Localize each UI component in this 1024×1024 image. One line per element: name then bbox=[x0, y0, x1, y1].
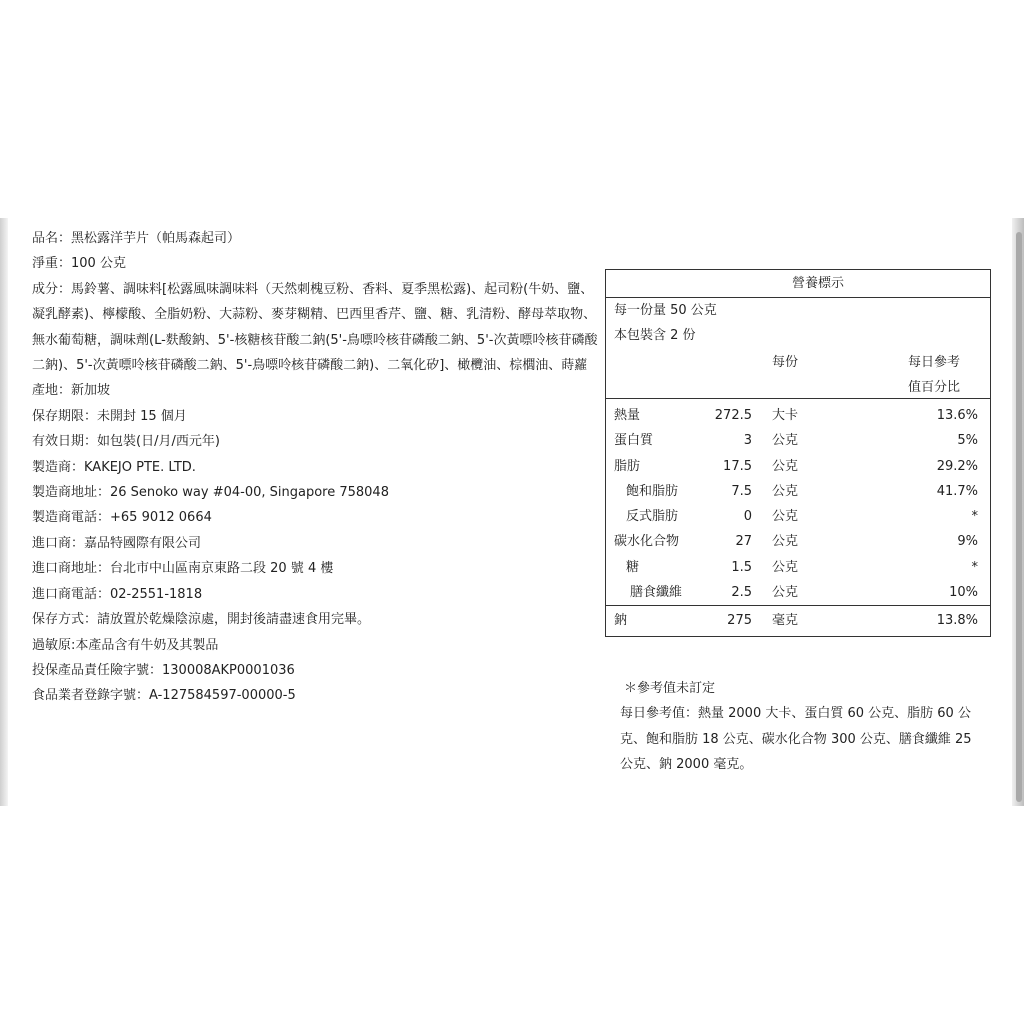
ingredients: 成分：馬鈴薯、調味料[松露風味調味料（天然刺槐豆粉、香料、夏季黑松露)、起司粉(牛奶、鹽、凝乳酵素)、檸檬酸、全脂奶粉、大蒜粉、麥芽糊精、巴西里香芹、鹽、糖、乳清粉、酵母萃取物、無水葡萄糖，調味劑(L-麩酸鈉、5'-核糖核苷酸二鈉(5'-鳥嘌呤核苷磷酸二鈉、5'-次黃嘌呤核苷磷酸二鈉)、5'-次黃嘌呤核苷磷酸二鈉、5'-鳥嘌呤核苷磷酸二鈉)、二氧化矽]、橄欖油、棕櫚油、蒔蘿 bbox=[32, 281, 598, 374]
storage-method: 保存方式：請放置於乾燥陰涼處，開封後請盡速食用完畢。 bbox=[32, 612, 371, 628]
nutrient-unit: 公克 bbox=[772, 458, 799, 474]
nutrient-daily-pct: * bbox=[971, 559, 978, 575]
nutrient-name: 蛋白質 bbox=[614, 433, 654, 449]
daily-reference-values: 每日參考值：熱量 2000 大卡、蛋白質 60 公克、脂肪 60 公克、飽和脂肪 18 公克、碳水化合物 300 公克、膳食纖維 25 公克、鈉 2000 毫克。 bbox=[620, 706, 972, 773]
nutrient-daily-pct: 5% bbox=[957, 433, 978, 449]
nutrient-value: 7.5 bbox=[731, 483, 752, 499]
nutrient-row-saturated-fat bbox=[606, 479, 990, 504]
daily-value-header-line2: 值百分比 bbox=[908, 380, 961, 395]
nutrient-daily-pct: 9% bbox=[957, 534, 978, 550]
registration-number: 食品業者登錄字號：A-127584597-00000-5 bbox=[32, 688, 296, 704]
nutrient-row-fat bbox=[606, 454, 990, 479]
nutrient-unit: 公克 bbox=[772, 509, 799, 525]
nutrient-unit: 公克 bbox=[772, 483, 799, 499]
servings-per-pack: 本包裝含 2 份 bbox=[614, 328, 696, 343]
nutrient-unit: 公克 bbox=[772, 534, 799, 550]
nutrient-row-dietary-fiber bbox=[606, 580, 990, 605]
manufacturer-phone: 製造商電話：+65 9012 0664 bbox=[32, 510, 212, 526]
product-info bbox=[32, 226, 600, 709]
nutrient-name: 碳水化合物 bbox=[614, 534, 680, 550]
nutrient-name: 糖 bbox=[626, 559, 640, 575]
nutrient-daily-pct: * bbox=[971, 509, 978, 525]
nutrient-value: 3 bbox=[743, 433, 752, 449]
shelf-life: 保存期限：未開封 15 個月 bbox=[32, 408, 187, 424]
scrollbar-thumb[interactable] bbox=[1016, 232, 1022, 802]
nutrient-row-sugar bbox=[606, 555, 990, 580]
nutrient-name: 脂肪 bbox=[614, 458, 641, 474]
nutrient-value: 1.5 bbox=[731, 559, 752, 575]
nutrient-name: 反式脂肪 bbox=[626, 509, 679, 525]
nutrient-value: 27 bbox=[735, 534, 752, 550]
nutrient-row-carbohydrate bbox=[606, 529, 990, 554]
importer: 進口商：嘉品特國際有限公司 bbox=[32, 535, 202, 551]
nutrition-header bbox=[606, 348, 990, 399]
left-border bbox=[0, 218, 8, 806]
product-name: 品名：黑松露洋芋片（帕馬森起司） bbox=[32, 231, 241, 246]
nutrition-table bbox=[605, 269, 991, 637]
nutrient-name: 飽和脂肪 bbox=[626, 483, 679, 499]
daily-value-header-line1: 每日參考 bbox=[908, 355, 961, 370]
manufacturer: 製造商：KAKEJO PTE. LTD. bbox=[32, 459, 196, 475]
expiry-date: 有效日期：如包裝(日/月/西元年) bbox=[32, 434, 220, 450]
insurance-number: 投保產品責任險字號：130008AKP0001036 bbox=[32, 662, 295, 678]
net-weight: 淨重：100 公克 bbox=[32, 256, 126, 272]
allergen-info: 過敏原:本產品含有牛奶及其製品 bbox=[32, 637, 219, 653]
importer-phone: 進口商電話：02-2551-1818 bbox=[32, 586, 203, 602]
nutrient-unit: 公克 bbox=[772, 585, 799, 601]
nutrient-name: 膳食纖維 bbox=[630, 585, 683, 601]
nutrient-value: 2.5 bbox=[731, 585, 752, 601]
nutrient-value: 17.5 bbox=[723, 458, 752, 474]
nutrient-daily-pct: 10% bbox=[949, 585, 978, 601]
nutrient-value: 275 bbox=[727, 613, 752, 629]
nutrient-unit: 公克 bbox=[772, 559, 799, 575]
per-serving-header: 每份 bbox=[772, 355, 799, 370]
serving-size: 每一份量 50 公克 bbox=[614, 303, 717, 318]
nutrient-row-energy bbox=[606, 403, 990, 428]
nutrient-daily-pct: 29.2% bbox=[936, 458, 978, 474]
manufacturer-address: 製造商地址：26 Senoko way #04-00, Singapore 758048 bbox=[32, 485, 389, 501]
nutrient-daily-pct: 41.7% bbox=[936, 483, 978, 499]
nutrient-value: 0 bbox=[743, 509, 752, 525]
nutrient-name: 熱量 bbox=[614, 408, 641, 423]
nutrient-row-sodium bbox=[606, 605, 990, 636]
importer-address: 進口商地址：台北市中山區南京東路二段 20 號 4 樓 bbox=[32, 561, 334, 577]
nutrient-unit: 毫克 bbox=[772, 613, 799, 629]
nutrition-title: 營養標示 bbox=[606, 270, 990, 298]
daily-value-header bbox=[908, 350, 978, 400]
origin: 產地：新加坡 bbox=[32, 383, 111, 399]
nutrient-unit: 大卡 bbox=[772, 408, 799, 423]
nutrition-notes bbox=[620, 676, 980, 778]
nutrient-daily-pct: 13.8% bbox=[936, 613, 978, 629]
nutrient-daily-pct: 13.6% bbox=[936, 408, 978, 423]
nutrient-row-protein bbox=[606, 428, 990, 453]
nutrient-value: 272.5 bbox=[714, 408, 752, 423]
footnote: ＊參考值未訂定 bbox=[624, 681, 716, 696]
nutrient-row-trans-fat bbox=[606, 504, 990, 529]
nutrient-unit: 公克 bbox=[772, 433, 799, 449]
nutrient-name: 鈉 bbox=[614, 613, 628, 629]
